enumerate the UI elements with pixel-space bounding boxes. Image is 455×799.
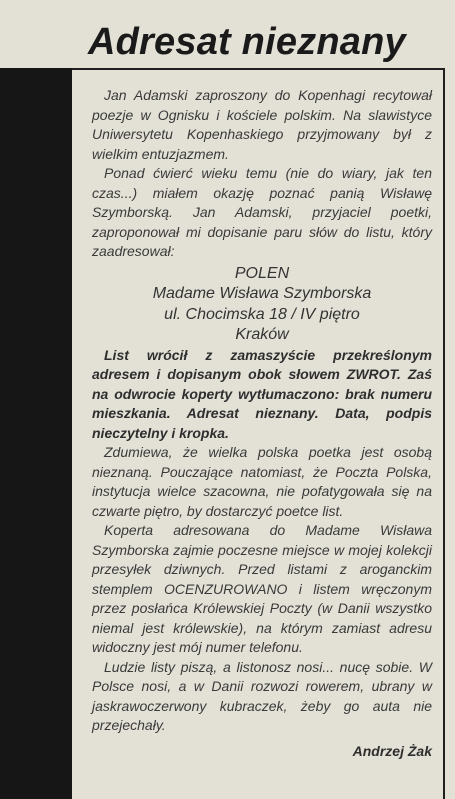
author-signature: Andrzej Żak xyxy=(352,742,432,759)
paragraph-story-text: Ponad ćwierć wieku temu (nie do wiary, jak ten czas...) miałem okazję poznać panią Wisławę Szymborską. Jan Adamski, przyjaciel poetki, zaproponował mi dopisanie paru słów do listu, który zaadresował: xyxy=(92,165,432,259)
paragraph-collection xyxy=(92,521,432,658)
address-city: Kraków xyxy=(235,326,289,343)
paragraph-returned-letter xyxy=(92,346,432,444)
paragraph-intro-text: Jan Adamski zaproszony do Kopenhagi recytował poezje w Ognisku i kościele polskim. Na slawistyce Uniwersytetu Kopenhaskiego przyjmowany był z wielkim entuzjazmem. xyxy=(92,87,432,162)
address-country: POLEN xyxy=(234,264,290,282)
paragraph-postman-text: Ludzie listy piszą, a listonosz nosi... nucę sobie. W Polsce nosi, a w Danii rozwozi rowerem, ubrany w jaskrawoczerwony kubraczek, żeby go auta nie przejechały. xyxy=(92,658,432,733)
address-street: ul. Chocimska 18 / IV piętro xyxy=(164,305,360,323)
paragraph-intro xyxy=(92,86,432,164)
article-body xyxy=(92,86,432,761)
paragraph-collection-text: Koperta adresowana do Madame Wisława Szymborska zajmie poczesne miejsce w mojej kolekcji przesyłek dziwnych. Przed listami z aroganckim stemplem OCENZUROWANO i listem wręczonym przez posłańca Królewskiej Poczty (w Danii wszystko niemal jest królewskie), na którym zamiast adresu widoczny jest mój numer telefonu. xyxy=(92,522,432,655)
black-side-bar xyxy=(0,68,72,799)
address-recipient: Madame Wisława Szymborska xyxy=(152,285,372,302)
paragraph-story xyxy=(92,164,432,262)
article-title: Adresat nieznany xyxy=(88,21,406,63)
paragraph-astonishment-text: Zdumiewa, że wielka polska poetka jest osobą nieznaną. Pouczające natomiast, że Poczta Polska, instytucja wielce szacowna, nie pofatygowała się na czwarte piętro, by dostarczyć poetce list. xyxy=(92,444,432,519)
paragraph-astonishment xyxy=(92,443,432,521)
paragraph-returned-letter-text: List wrócił z zamaszyście przekreślonym adresem i dopisanym obok słowem ZWROT. Zaś na odwrocie koperty wytłumaczono: brak numeru mieszkania. Adresat nieznany. Data, podpis nieczytelny i kropka. xyxy=(92,346,432,441)
paragraph-postman xyxy=(92,658,432,736)
